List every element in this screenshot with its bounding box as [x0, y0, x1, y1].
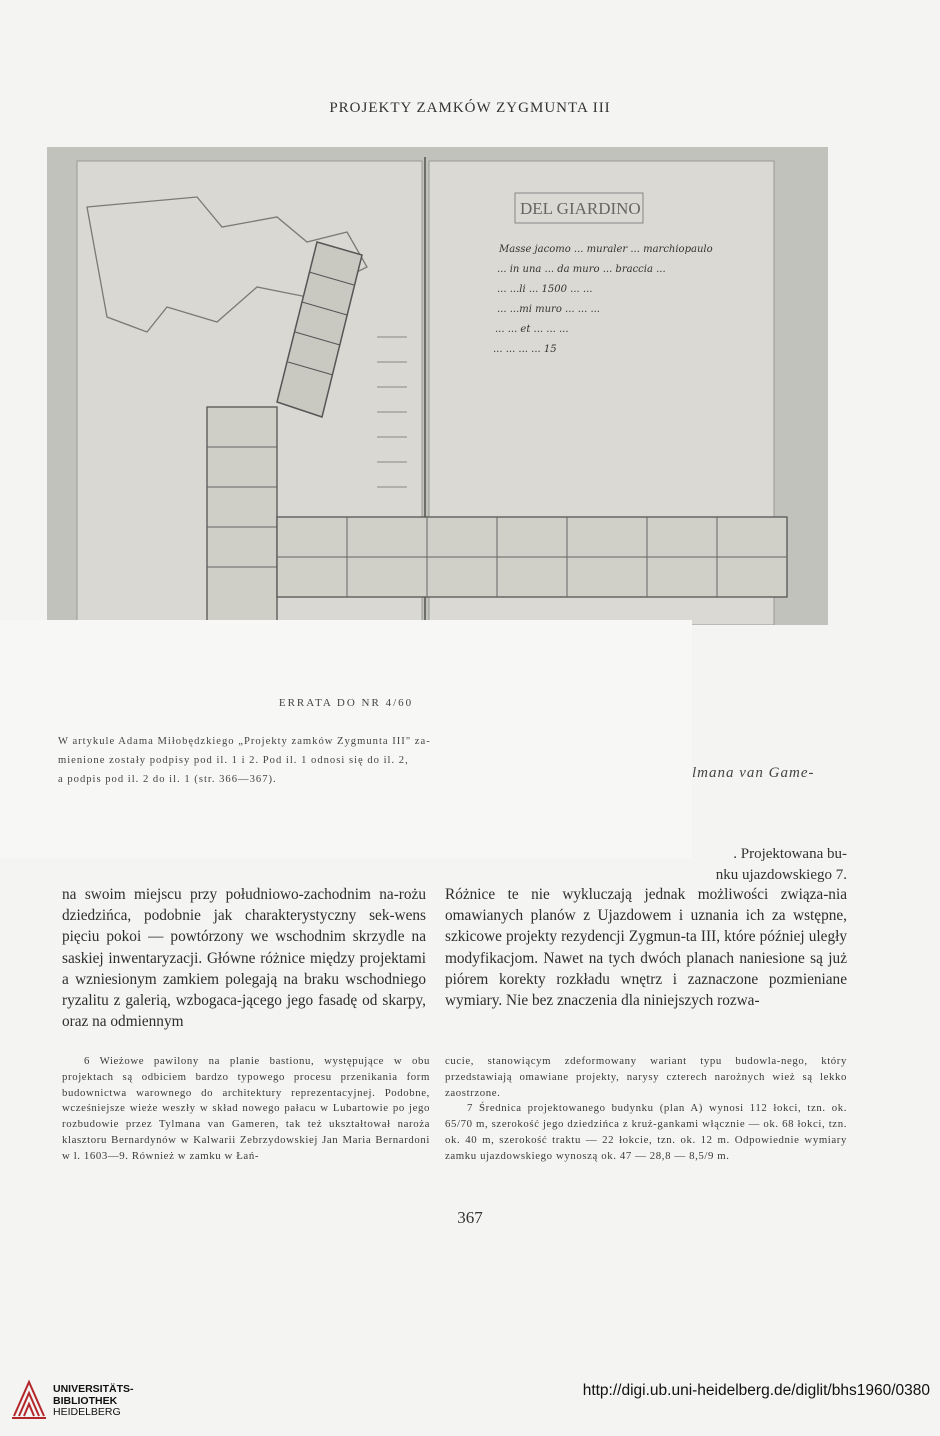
body-fragment-line: . Projektowana bu-: [733, 846, 847, 862]
library-name: [53, 1384, 134, 1419]
errata-box: [0, 620, 692, 858]
errata-text: [58, 732, 598, 789]
caption-fragment: lmana van Game-: [692, 765, 815, 781]
errata-line: W artykule Adama Miłobędzkiego „Projekty zamków Zygmunta III" za-: [58, 736, 431, 747]
footnote-6: [62, 1054, 430, 1165]
errata-line: a podpis pod il. 2 do il. 1 (str. 366—367).: [58, 774, 277, 785]
errata-title: ERRATA DO NR 4/60: [278, 697, 414, 709]
plan-inscription: DEL GIARDINO: [520, 199, 641, 218]
footnote-7: 7 Średnica projektowanego budynku (plan A) wynosi 112 łokci, tzn. ok. 65/70 m, szerokość jego dziedzińca z kruż-gankami włącznie — ok. 68 łokci, tzn. ok. 40 m, szerokość traktu — 22 łokcie, tzn. ok. 12 m. Odpowiednie wymiary zamku ujazdowskiego wynoszą ok. 47 — 28,8 — 8,5/9 m.: [445, 1102, 847, 1162]
handwriting-line: ... in una ... da muro ... braccia ...: [497, 264, 666, 275]
body-fragment-line: nku ujazdowskiego 7.: [715, 867, 847, 883]
handwriting-line: ... ... ... ... 15: [493, 344, 557, 355]
running-head: PROJEKTY ZAMKÓW ZYGMUNTA III: [329, 100, 611, 116]
source-url-link[interactable]: http://digi.ub.uni-heidelberg.de/diglit/bhs1960/0380: [582, 1382, 930, 1399]
footnotes-right: [445, 1054, 847, 1165]
handwriting-line: Masse jacomo ... muraler ... marchiopaulo: [499, 244, 713, 255]
footnote-6-text: 6 Wieżowe pawilony na planie bastionu, występujące w obu projektach są odbiciem bardzo typowego procesu przenikania form budownictwa warownego do architektury reprezentacyjnej. Podobne, wcześniejsze wieże weszły w skład nowego pałacu w Lubartowie po jego rozbudowie przez Tylmana van Gameren, tak też ukształtował naroża klasztoru Bernardynów w Kalwarii Zebrzydowskiej Jan Maria Bernardoni w l. 1603—9. Również w zamku w Łań-: [62, 1055, 430, 1162]
errata-line: mienione zostały podpisy pod il. 1 i 2. Pod il. 1 odnosi się do il. 2,: [58, 755, 409, 766]
footnote-6-continued: cucie, stanowiącym zdeformowany wariant typu budowla-nego, który przedstawiają omawiane projekty, narysy czterech narożnych wież są lekko zaostrzone.: [445, 1055, 847, 1099]
handwriting-line: ... ...li ... 1500 ... ...: [497, 284, 593, 295]
handwriting-line: ... ...mi muro ... ... ...: [497, 304, 600, 315]
body-column-right: Różnice te nie wykluczają jednak możliwości związa-nia omawianych planów z Ujazdowem i uznania ich za wstępne, szkicowe projekty rezydencji Zygmun-ta III, które później uległy modyfikacjom. Nawet na tych dwóch planach naniesione są już piórem korekty rozkładu wnętrz i zaznaczone pozmieniane wymiary. Nie bez znaczenia dla niniejszych rozwa-: [445, 886, 847, 1010]
library-logo-icon: [10, 1378, 48, 1420]
library-name-line: HEIDELBERG: [53, 1406, 121, 1418]
west-wing: [207, 407, 277, 625]
library-name-line: UNIVERSITÄTS-: [53, 1383, 134, 1395]
body-fragment: [692, 844, 847, 886]
plan-illustration: [47, 147, 828, 625]
page-number: 367: [457, 1208, 483, 1227]
library-name-line: BIBLIOTHEK: [53, 1394, 118, 1407]
body-column-left: na swoim miejscu przy południowo-zachodnim na-rożu dziedzińca, podobnie jak charakterystyczny sek-wens pięciu pokoi — powtórzony we wschodnim skrzydle na saskiej inwentaryzacji. Główne różnice między projektami a wzniesionym zamkiem polegają na braku wschodniego ryzalitu z galerią, wzbogaca-jącego jego fasadę od skarpy, oraz na odmiennym: [62, 886, 426, 1031]
handwriting-line: ... ... et ... ... ...: [495, 324, 569, 335]
